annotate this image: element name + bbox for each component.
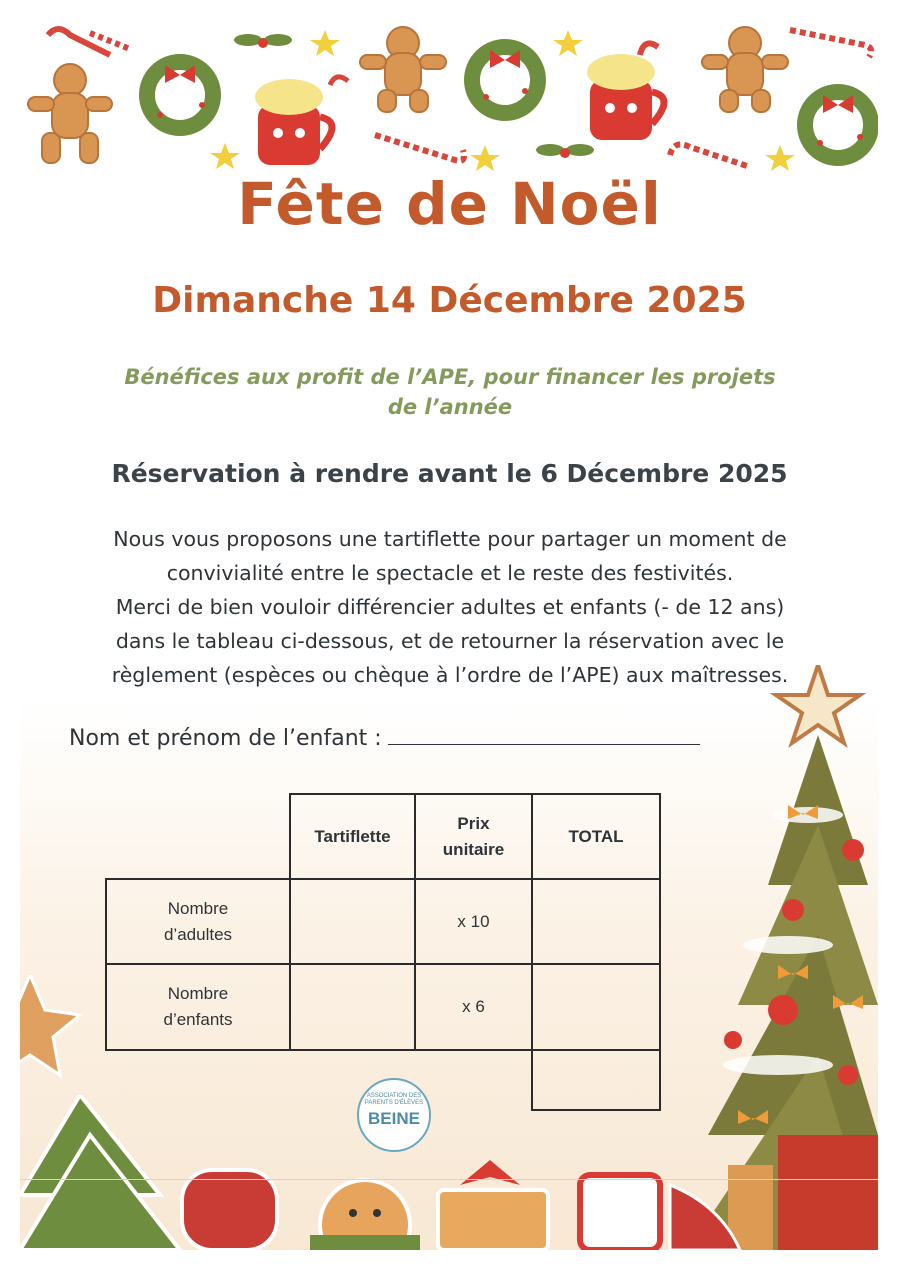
row-children-label-line-1: Nombre xyxy=(167,984,229,1003)
intro-paragraph xyxy=(40,522,860,692)
adults-quantity-field[interactable] xyxy=(291,880,414,963)
children-unit-price: x 6 xyxy=(462,997,485,1016)
logo-line-1: ASSOCIATION DES xyxy=(366,1093,422,1099)
header-tartiflette: Tartiflette xyxy=(314,826,391,846)
child-name-row xyxy=(69,720,700,751)
intro-line-4: dans le tableau ci-dessous, et de retourner la réservation avec le xyxy=(115,629,785,653)
adults-total-field[interactable] xyxy=(533,880,659,963)
benefit-note xyxy=(100,362,800,422)
event-date: Dimanche 14 Décembre 2025 xyxy=(152,280,747,321)
logo-line-3: BEINE xyxy=(368,1109,420,1128)
row-children-label-line-2: d’enfants xyxy=(163,1010,233,1029)
row-adults-label xyxy=(107,880,289,963)
mitten-cookie-icon xyxy=(182,1170,277,1250)
intro-line-2: convivialité entre le spectacle et le reste des festivités. xyxy=(166,561,734,585)
candy-slice-icon xyxy=(670,1185,740,1250)
intro-line-5: règlement (espèces ou chèque à l’ordre de l’APE) aux maîtresses. xyxy=(111,663,789,687)
gift-cookie-icon xyxy=(438,1160,548,1250)
row-adults-label-line-2: d’adultes xyxy=(163,924,233,944)
intro-line-1: Nous vous proposons une tartiflette pour partager un moment de xyxy=(113,527,787,551)
child-name-field[interactable] xyxy=(388,720,700,745)
adults-unit-price: x 10 xyxy=(457,911,490,931)
reservation-deadline: Réservation à rendre avant le 6 Décembre 2025 xyxy=(111,459,788,488)
tree-cookie-icon xyxy=(20,1095,180,1250)
child-name-label: Nom et prénom de l’enfant : xyxy=(69,726,382,751)
cookie-star-illustration xyxy=(20,975,100,1095)
children-total-field[interactable] xyxy=(533,965,659,1049)
grand-total-field[interactable] xyxy=(533,1051,659,1109)
header-total: TOTAL xyxy=(568,826,624,846)
bottom-rule xyxy=(20,1179,878,1180)
row-adults-label-line-1: Nombre xyxy=(167,898,229,918)
header-unit-price xyxy=(416,795,531,878)
christmas-bottom-illustration xyxy=(20,1095,878,1250)
mug-cookie-icon xyxy=(580,1175,660,1250)
page-title: Fête de Noël xyxy=(237,170,662,238)
header-unit-price-line-2: unitaire xyxy=(442,839,505,859)
cocoa-mug-icon xyxy=(255,54,664,165)
children-quantity-field[interactable] xyxy=(291,965,414,1049)
header-unit-price-line-1: Prix xyxy=(457,813,490,833)
intro-line-3: Merci de bien vouloir différencier adultes et enfants (- de 12 ans) xyxy=(115,595,785,619)
row-children-label xyxy=(107,965,289,1049)
benefit-line-1: Bénéfices aux profit de l’APE, pour financer les projets xyxy=(124,365,776,389)
benefit-line-2: de l’année xyxy=(387,395,513,419)
christmas-top-illustration xyxy=(20,25,878,185)
ape-beine-logo xyxy=(357,1078,431,1152)
logo-line-2: PARENTS D'ÉLÈVES xyxy=(364,1100,424,1106)
gingerbread-face-icon xyxy=(310,1180,420,1250)
